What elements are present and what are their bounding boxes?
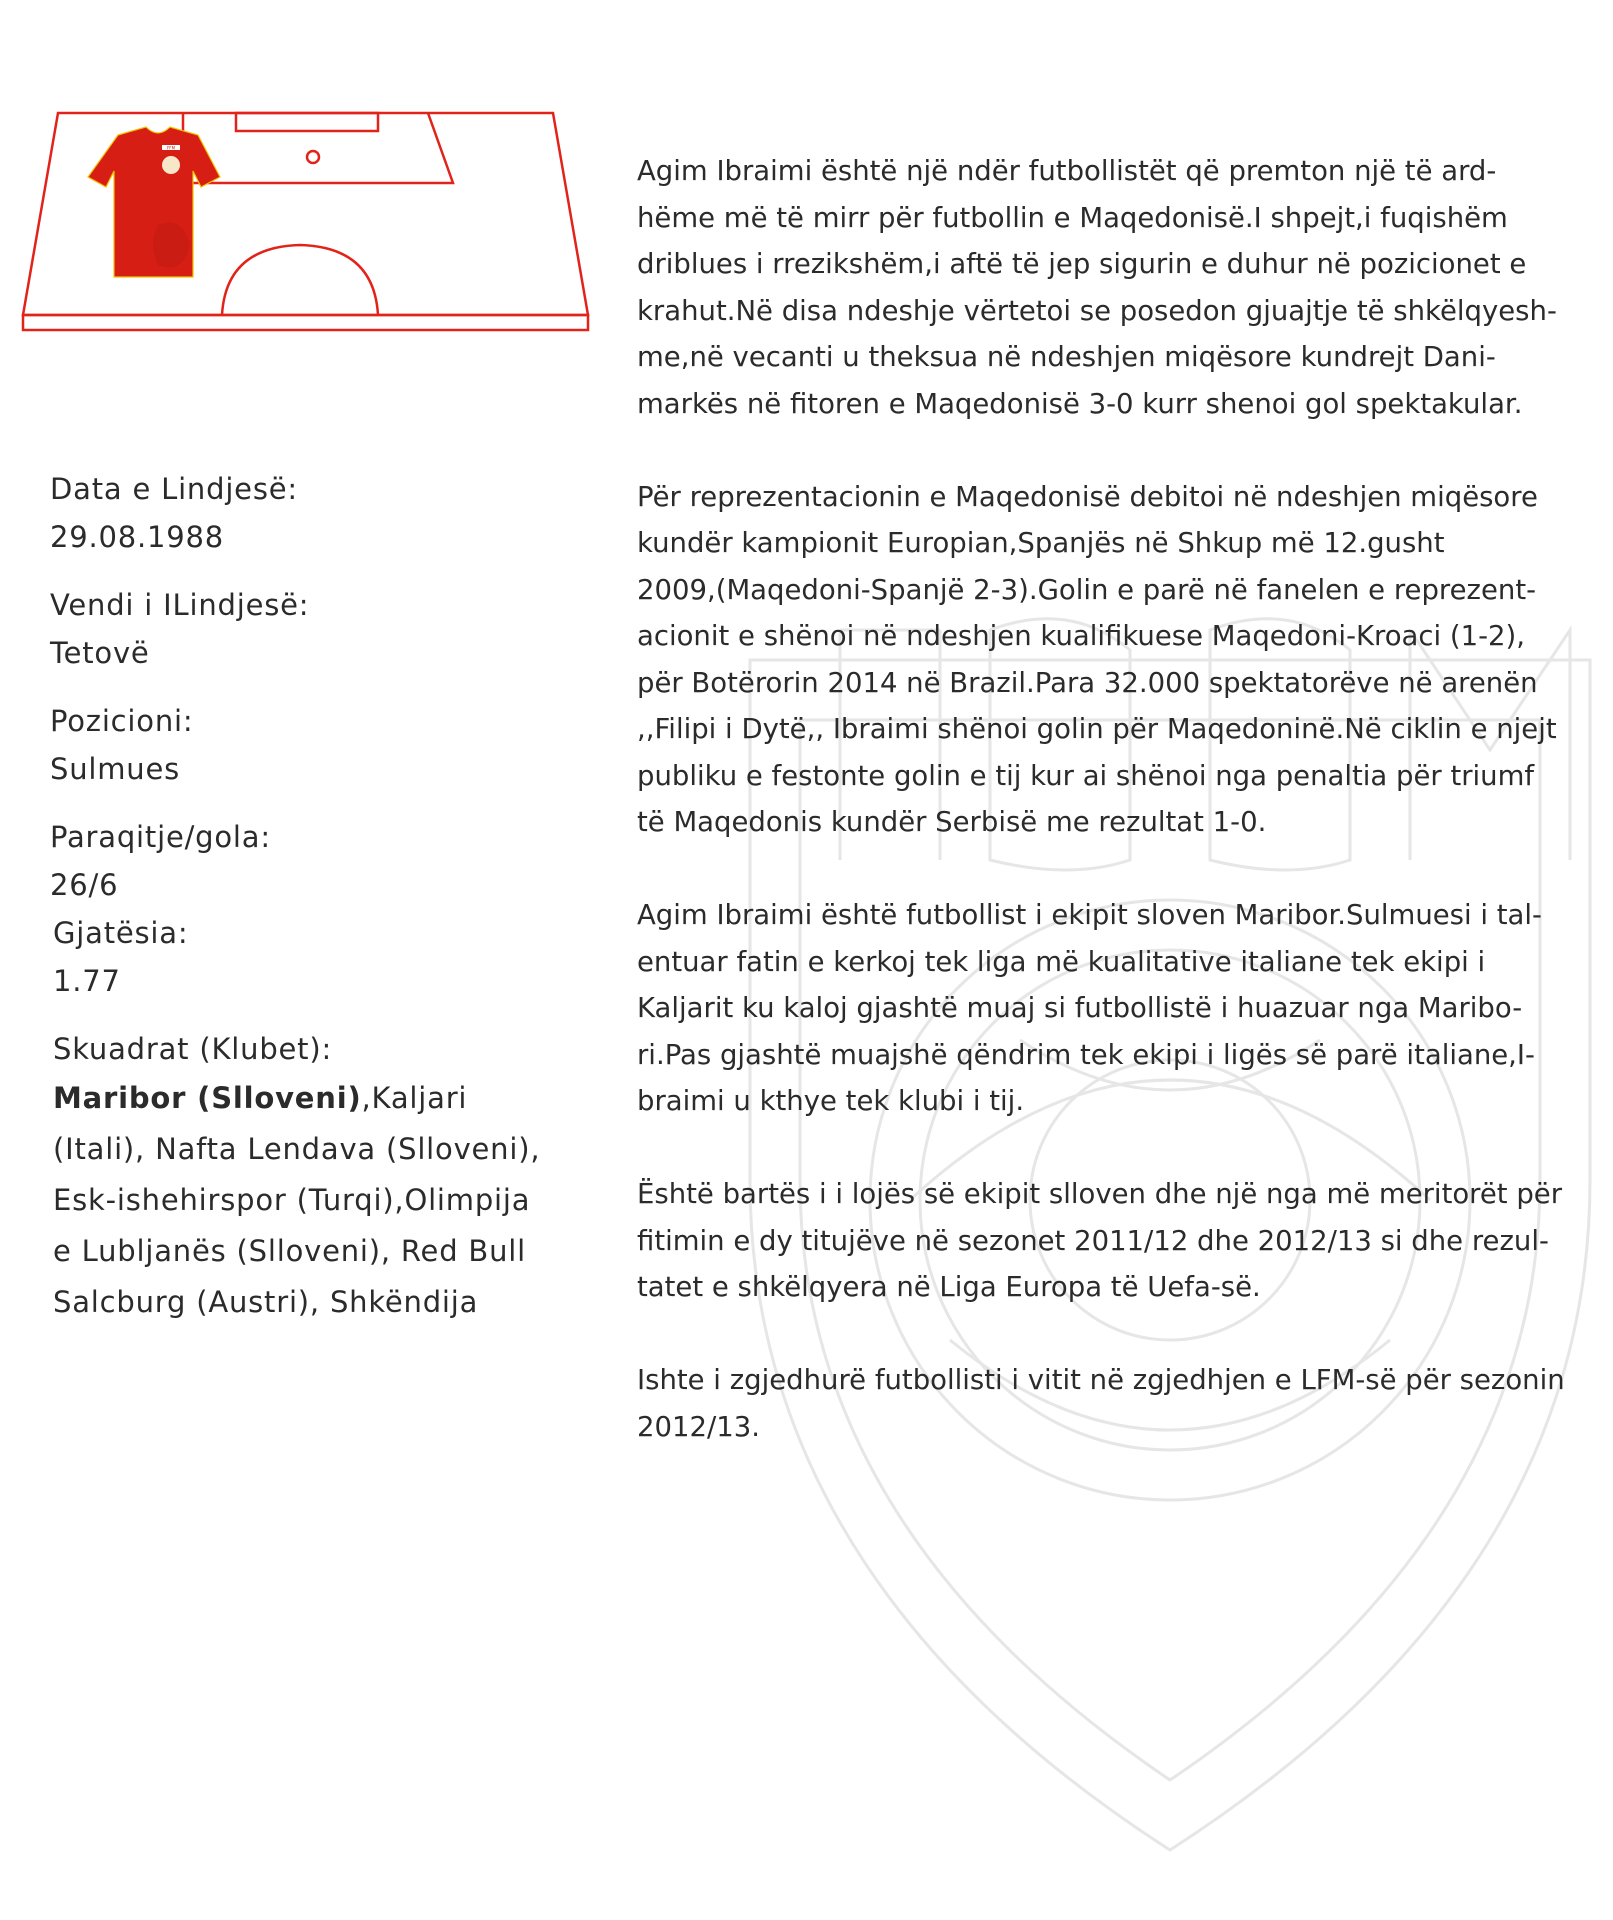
position-label: Pozicioni: (50, 704, 194, 738)
caps-value: 26/6 (50, 868, 119, 902)
height-value: 1.77 (53, 964, 121, 998)
bio-paragraph-1: Agim Ibraimi është një ndër futbollistët që premton një të ard- hëme më të mirr për futbollin e Maqedonisë.I shpejt,i fuqishëm driblues i rrezikshëm,i aftë të jep sigurin e duhur në pozicionet e krahut.Në disa ndeshje vërtetoi se posedon gjuajtje të shkëlqyesh- me,në vecanti u theksua në ndeshjen miqësore kundrejt Dani- markës në fitoren e Maqedonisë 3-0 kurr shenoi gol spektakular. (637, 155, 1557, 420)
clubs-block (50, 1025, 550, 1328)
bio-paragraph-2: Për reprezentacionin e Maqedonisë debitoi në ndeshjen miqësore kundër kampionit Europian,Spanjës në Shkup më 12.gusht 2009,(Maqedoni-Spanjë 2-3).Golin e parë në fanelen e reprezent- acionit e shënoi në ndeshjen kualifikuese Maqedoni-Kroaci (1-2), për Botërorin 2014 në Brazil.Para 32.000 spektatorëve në arenën ,,Filipi i Dytë,, Ibraimi shënoi golin për Maqedoninë.Në ciklin e njejt publiku e festonte golin e tij kur ai shënoi nga penaltia për triumf të Maqedonis kundër Serbisë me rezultat 1-0. (637, 480, 1557, 838)
birth-date-label: Data e Lindjesë: (50, 472, 298, 506)
clubs-label: Skuadrat (Klubet): (53, 1032, 333, 1066)
clubs-list (53, 1073, 550, 1328)
biography (637, 148, 1577, 1497)
bio-paragraph-3: Agim Ibraimi është futbollist i ekipit sloven Maribor.Sulmuesi i tal- entuar fatin e kerkoj tek liga më kualitative italiane tek ekipi i Kaljarit ku kaloj gjashtë muaj si futbollistë i huazuar nga Maribo- ri.Pas gjashtë muajshë qëndrim tek ekipi i ligës së parë italiane,I- braimi u kthye tek klubi i tij. (637, 899, 1542, 1117)
birth-date-block (50, 465, 550, 561)
caps-label: Paraqitje/gola: (50, 820, 271, 854)
birth-place-label: Vendi i ILindjesë: (50, 588, 310, 622)
height-block (50, 909, 550, 1005)
bio-paragraph-5: Ishte i zgjedhurë futbollisti i vitit në zgjedhjen e LFM-së për sezonin 2012/13. (637, 1364, 1565, 1443)
pitch-diagram (18, 105, 598, 340)
jersey-badge-text: FFM (166, 145, 176, 151)
bio-paragraph-4: Është bartës i i lojës së ekipit slloven dhe një nga më meritorët për fitimin e dy titujëve në sezonet 2011/12 dhe 2012/13 si dhe rezul- tatet e shkëlqyera në Liga Europa të Uefa-së. (637, 1178, 1562, 1303)
birth-date-value: 29.08.1988 (50, 520, 225, 554)
player-info (50, 465, 550, 1348)
red-jersey-icon (88, 127, 220, 277)
current-club: Maribor (Slloveni) (53, 1081, 362, 1115)
other-clubs: ,Kaljari (Itali), Nafta Lendava (Slloveni), Esk-ishehirspor (Turqi),Olimpija e Lubljanës (Slloveni), Red Bull Salcburg (Austri), Shkëndija (53, 1081, 541, 1319)
position-block (50, 697, 550, 793)
birth-place-value: Tetovë (50, 636, 150, 670)
position-value: Sulmues (50, 752, 181, 786)
height-label: Gjatësia: (53, 916, 189, 950)
caps-block (50, 813, 550, 909)
birth-place-block (50, 581, 550, 677)
